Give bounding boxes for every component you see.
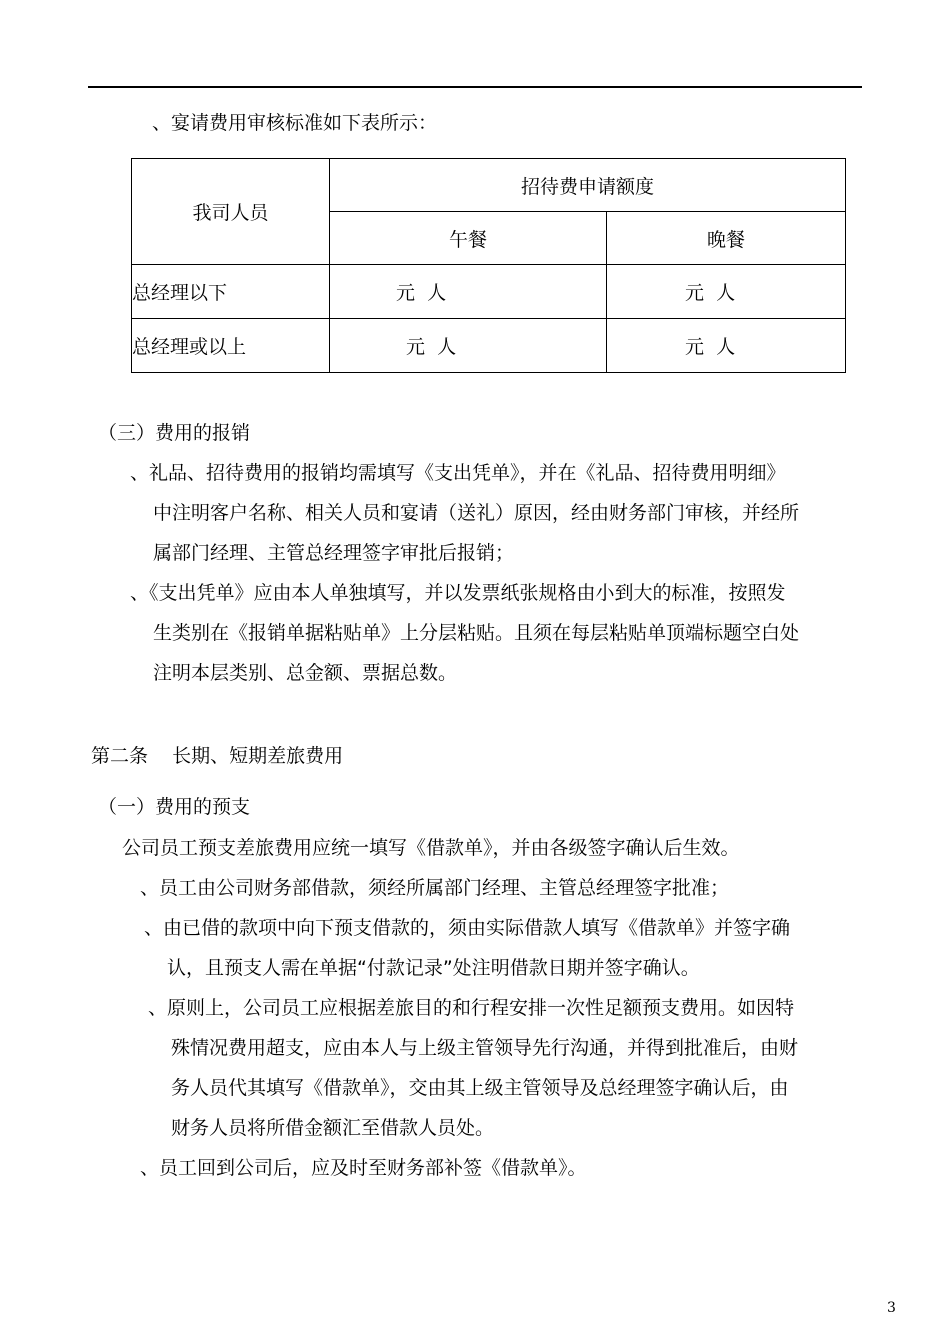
section3-item1-line3: 属部门经理、主管总经理签字审批后报销；: [153, 542, 515, 564]
article2-bullet1: 、员工由公司财务部借款，须经所属部门经理、主管总经理签字批准；: [140, 877, 730, 899]
dinner-header: 晚餐: [607, 212, 846, 265]
page-number: 3: [887, 1300, 896, 1316]
dinner-cell: 元 人: [607, 319, 846, 373]
article2-bullet3-line4: 财务人员将所借金额汇至借款人员处。: [171, 1117, 495, 1139]
lunch-cell: 元 人: [330, 265, 607, 319]
article2-bullet4: 、员工回到公司后，应及时至财务部补签《借款单》。: [140, 1157, 587, 1179]
quota-header: 招待费申请额度: [330, 159, 846, 212]
header-rule: [88, 86, 862, 88]
lunch-cell: 元 人: [330, 319, 607, 373]
article2-bullet3-line3: 务人员代其填写《借款单》，交由其上级主管领导及总经理签字确认后，由: [171, 1077, 789, 1099]
section3-heading: （三）费用的报销: [98, 422, 251, 444]
lunch-header: 午餐: [330, 212, 607, 265]
article2-bullet3-line1: 、原则上，公司员工应根据差旅目的和行程安排一次性足额预支费用。如因特: [148, 997, 795, 1019]
row-label: 总经理或以上: [132, 319, 330, 373]
article2-bullet3-line2: 殊情况费用超支，应由本人与上级主管领导先行沟通，并得到批准后，由财: [171, 1037, 799, 1059]
row-label: 总经理以下: [132, 265, 330, 319]
section3-item2-line3: 注明本层类别、总金额、票据总数。: [153, 662, 458, 684]
article2-bullet2-line2: 认，且预支人需在单据“付款记录”处注明借款日期并签字确认。: [167, 957, 700, 979]
article2-bullet2-line1: 、由已借的款项中向下预支借款的，须由实际借款人填写《借款单》并签字确: [144, 917, 791, 939]
section3-item2-line1: 、《支出凭单》应由本人单独填写，并以发票纸张规格由小到大的标准，按照发: [130, 582, 786, 604]
entertainment-standard-table: [131, 158, 846, 373]
section3-item2-line2: 生类别在《报销单据粘贴单》上分层粘贴。且须在每层粘贴单顶端标题空白处: [153, 622, 800, 644]
article2-heading: 第二条 长期、短期差旅费用: [91, 745, 344, 767]
table-intro: 、宴请费用审核标准如下表所示：: [152, 112, 438, 134]
staff-header: 我司人员: [132, 159, 330, 265]
dinner-cell: 元 人: [607, 265, 846, 319]
article2-paragraph: 公司员工预支差旅费用应统一填写《借款单》，并由各级签字确认后生效。: [122, 837, 740, 859]
section3-item1-line1: 、礼品、招待费用的报销均需填写《支出凭单》，并在《礼品、招待费用明细》: [130, 462, 786, 484]
section3-item1-line2: 中注明客户名称、相关人员和宴请（送礼）原因，经由财务部门审核，并经所: [153, 502, 800, 524]
article2-subheading: （一）费用的预支: [98, 796, 251, 818]
